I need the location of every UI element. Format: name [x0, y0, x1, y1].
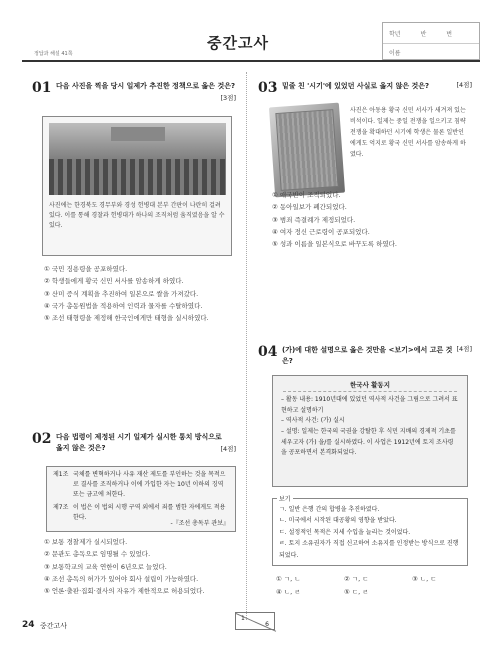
- activity-sheet-box: [272, 375, 468, 487]
- question-3: [258, 81, 472, 261]
- option-2[interactable]: ② 학생들에게 황국 신민 서사를 암송하게 하였다.: [44, 277, 184, 286]
- question-4: [258, 345, 472, 605]
- column-divider: [246, 72, 247, 620]
- activity-sheet-title: 한국사 활동지: [350, 381, 390, 389]
- law-article-label: 제1조: [53, 471, 69, 478]
- law-article-label: 제7조: [53, 504, 69, 511]
- page-indicator: [235, 612, 275, 630]
- answer-options: [44, 263, 236, 325]
- choice-1[interactable]: ① ㄱ, ㄴ: [276, 575, 301, 583]
- option-1[interactable]: ① 국민 징용령을 공포하였다.: [44, 265, 128, 273]
- bogi-item: ㄴ. 미국에서 시작된 대공황의 영향을 받았다.: [279, 517, 397, 525]
- question-number: 02: [32, 431, 52, 447]
- activity-explanation: – 설명: 일제는 한국의 국권을 강탈한 후 식민 지배의 경제적 기초를 세우고자 (가) 을/를 실시하였다. 이 사업은 1912년에 토지 조사령을 공포하면서 본격화되었다.: [281, 428, 456, 456]
- student-info-box: [382, 22, 480, 60]
- question-points: [4점]: [220, 445, 236, 453]
- law-article-text: 이 법은 이 법의 시행 구역 외에서 죄를 범한 자에게도 적용한다.: [73, 504, 226, 522]
- option-2[interactable]: ② 문관도 총독으로 임명될 수 있었다.: [44, 550, 151, 559]
- option-4[interactable]: ④ 여자 정신 근로령이 공포되었다.: [272, 228, 370, 237]
- bogi-items: [279, 504, 461, 561]
- question-text: 밑줄 친 '시기'에 있었던 사실로 옳지 않은 것은?: [282, 82, 430, 90]
- activity-content: – 활동 내용: 1910년대에 있었던 역사적 사건을 그림으로 그려서 표현하고 설명하기: [281, 396, 458, 414]
- question-text: 다음 사진을 찍을 당시 일제가 추진한 정책으로 옳은 것은?: [56, 82, 236, 90]
- option-5[interactable]: ⑤ 성과 이름을 일본식으로 바꾸도록 하였다.: [272, 240, 397, 249]
- answer-options: [272, 189, 472, 251]
- total-pages: 6: [265, 621, 269, 628]
- option-5[interactable]: ⑤ 조선 태형령을 제정해 한국인에게만 태형을 실시하였다.: [44, 314, 209, 323]
- current-page: 1: [241, 615, 245, 622]
- question-text: (가)에 대한 설명으로 옳은 것만을 <보기>에서 고른 것은?: [282, 346, 453, 365]
- bogi-item: ㄱ. 일반 은행 간의 합병을 추진하였다.: [279, 506, 380, 513]
- question-number: 04: [258, 344, 278, 360]
- option-4[interactable]: ④ 조선 총독의 허가가 있어야 회사 설립이 가능하였다.: [44, 575, 199, 584]
- bogi-item: ㄷ. 설정적인 목적은 지세 수입을 늘리는 것이었다.: [279, 528, 411, 536]
- bogi-item: ㄹ. 토지 소유권자가 직접 신고하여 소유지를 인정받는 방식으로 진행되었다.: [279, 540, 459, 559]
- number-label: 번: [446, 31, 453, 38]
- choice-5[interactable]: ⑤ ㄷ, ㄹ: [344, 588, 369, 596]
- page-title: 중간고사: [207, 34, 269, 52]
- footer-title: 중간고사: [40, 622, 68, 630]
- law-excerpt-box: [46, 466, 236, 532]
- choice-3[interactable]: ③ ㄴ, ㄷ: [412, 575, 437, 583]
- option-3[interactable]: ③ 보통학교의 교육 연한이 6년으로 늘었다.: [44, 562, 167, 571]
- monument-photo: [269, 103, 345, 198]
- option-5[interactable]: ⑤ 언론·출판·집회·결사의 자유가 제한적으로 허용되었다.: [44, 587, 205, 596]
- class-label: 반: [420, 31, 427, 38]
- question-text: 다음 법령이 제정된 시기 일제가 실시한 통치 방식으로 옳지 않은 것은?: [56, 433, 222, 452]
- historical-photo: [49, 123, 226, 195]
- answer-options: [44, 536, 236, 598]
- option-3[interactable]: ③ 산미 증식 계획을 추진하여 일본으로 쌀을 가져갔다.: [44, 289, 199, 298]
- choice-4[interactable]: ④ ㄴ, ㄹ: [276, 588, 301, 596]
- option-1[interactable]: ① 보통 경찰제가 실시되었다.: [44, 538, 128, 546]
- grade-label: 학년: [389, 31, 401, 38]
- answer-page-reference: 정답과 해설 41쪽: [34, 51, 73, 57]
- answer-choices: [276, 575, 468, 603]
- option-2[interactable]: ② 동아일보가 폐간되었다.: [272, 203, 347, 212]
- photo-caption: 사진에는 한경북도 경무부와 경성 헌병대 본부 간판이 나란히 걸려 있다. 이를 통해 경찰과 헌병대가 하나의 조직처럼 움직였음을 알 수 있다.: [49, 202, 225, 230]
- law-source: -『조선 총독부 관보』: [170, 520, 229, 527]
- question-number: 01: [32, 80, 52, 96]
- question-1: [32, 81, 236, 361]
- option-4[interactable]: ④ 국가 총동원법을 적용하여 인력과 물자를 수탈하였다.: [44, 302, 203, 311]
- page-number: 24: [22, 620, 35, 630]
- question-points: [4점]: [456, 81, 472, 89]
- name-label: 이름: [389, 50, 401, 57]
- option-3[interactable]: ③ 범죄 즉결례가 제정되었다.: [272, 215, 356, 224]
- question-2: [32, 432, 236, 612]
- bogi-title: 보기: [277, 494, 293, 505]
- choice-2[interactable]: ② ㄱ, ㄷ: [344, 575, 369, 583]
- page-header: [22, 22, 480, 62]
- law-article-text: 국체를 변혁하거나 사유 재산 제도를 부인하는 것을 목적으로 결사를 조직하거나 이에 가입한 자는 10년 이하의 징역 또는 금고에 처한다.: [73, 471, 226, 499]
- activity-event: – 역사적 사건: (가) 실시: [281, 417, 345, 424]
- option-1[interactable]: ① 애국반이 조직되었다.: [272, 191, 341, 199]
- question-number: 03: [258, 80, 278, 96]
- photo-frame: [42, 116, 232, 256]
- photo-caption: 사진은 아동용 황국 신민 서사가 새겨져 있는 비석이다. 일제는 중일 전쟁을 일으키고 침략 전쟁을 확대하던 시기에 학생은 물론 일반인에게도 억지로 황국 신민 서사를 암송하게 하였다.: [350, 107, 466, 159]
- bogi-box: [272, 498, 468, 566]
- question-points: [4점]: [456, 345, 472, 353]
- question-points: [3점]: [220, 94, 236, 102]
